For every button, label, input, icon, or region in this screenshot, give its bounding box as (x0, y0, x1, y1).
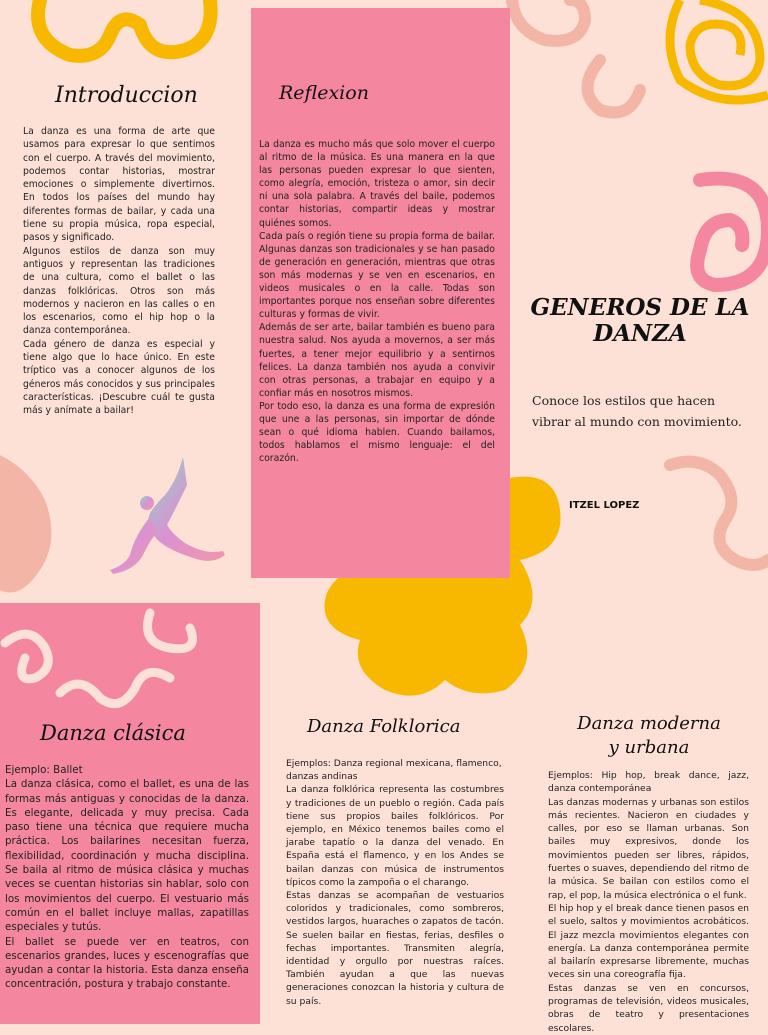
cover-title-line2: DANZA (593, 320, 687, 348)
intro-paragraph: La danza es una forma de arte que usamos para expresar lo que sentimos con el cuerpo. A través del movimiento, podemos contar historias, mostrar emociones o simplemente divertirnos. En todos los países del mundo hay diferentes formas de bailar, y cada una tiene su propia música, ropa especial, pasos y significado. (23, 126, 215, 244)
clasica-paragraph: La danza clásica, como el ballet, es una de las formas más antiguas y conocidas de la danza. Es elegante, delicada y muy precisa. Cada paso tiene una técnica que requiere mucha práctica. Los bailarines necesitan fuerza, flexibilidad, coordinación y mucha disciplina. Se baila al ritmo de música clásica y muchas veces se cuentan historias sin hablar, solo con los movimientos del cuerpo. El vestuario más común en el ballet incluye mallas, zapatillas especiales y tutús. (5, 778, 249, 934)
cover-title-line1: GENEROS DE LA (530, 294, 750, 321)
yellow-concentric-top-right (670, 0, 768, 100)
reflexion-panel (251, 8, 510, 578)
clasica-example: Ejemplo: Ballet (5, 764, 83, 776)
folklorica-title: Danza Folklorica (307, 716, 461, 737)
intro-text (23, 125, 215, 418)
reflexion-paragraph: Por todo eso, la danza es una forma de expresión que une a las personas, sin importar de dónde sean o qué idioma hablen. Cuando bailamos, todos hablamos el mismo lenguaje: el del corazón. (259, 400, 495, 465)
folklorica-paragraph: Estas danzas se acompañan de vestuarios coloridos y tradicionales, como sombreros, vestidos largos, huaraches o zapatos de tacón. Se suelen bailar en fiestas, ferias, desfiles o fechas importantes. Transmiten alegría, identidad y orgullo por nuestras raíces. También ayudan a que las nuevas generaciones conozcan la historia y cultura de su país. (286, 890, 504, 1007)
clasica-panel (0, 603, 260, 1024)
clasica-paragraph: El ballet se puede ver en teatros, con escenarios grandes, luces y escenografías que ayudan a contar la historia. Esta danza enseña concentración, postura y trabajo constante. (5, 935, 249, 991)
moderna-text (548, 769, 749, 1035)
dancer-illustration (105, 455, 235, 580)
clasica-title: Danza clásica (40, 721, 186, 745)
reflexion-title: Reflexion (279, 82, 369, 104)
cover-title (520, 295, 760, 348)
intro-paragraph: Algunos estilos de danza son muy antiguos y representan las tradiciones de una cultura, como el ballet o las danzas folklóricas. Otros son más modernos y nacieron en las calles o en los escenarios, como el hip hop o la danza contemporánea. (23, 245, 215, 337)
reflexion-text (259, 138, 495, 465)
intro-paragraph: Cada género de danza es especial y tiene algo que lo hace único. En este tríptico vas a conocer algunos de los géneros más conocidos y sus principales características. ¡Descubre cuál te gusta más y anímate a bailar! (23, 338, 215, 417)
moderna-paragraph: Las danzas modernas y urbanas son estilos más recientes. Nacieron en ciudades y calles, por eso se llaman urbanas. Son bailes muy expresivos, donde los movimientos pueden ser libres, rápidos, fuertes o suaves, dependiendo del ritmo de la música. Se bailan con estilos como el rap, el pop, la música electrónica o el funk. (548, 796, 749, 901)
intro-panel (0, 80, 250, 480)
cover-panel (520, 295, 760, 525)
yellow-squiggle-top-left (38, 0, 211, 56)
cover-author: ITZEL LOPEZ (569, 500, 640, 511)
pink-spiral-right (697, 179, 768, 285)
moderna-title-line2: y urbana (608, 737, 690, 758)
folklorica-example: Ejemplos: Danza regional mexicana, flamenco, danzas andinas (286, 758, 502, 783)
reflexion-paragraph: Además de ser arte, bailar también es bueno para nuestra salud. Nos ayuda a movernos, a ser más fuertes, a tener mejor equilibrio y a sentirnos felices. La danza también nos ayuda a convivir con otras personas, a trabajar en equipo y a confiar más en nosotros mismos. (259, 322, 495, 399)
moderna-example: Ejemplos: Hip hop, break dance, jazz, danza contemporánea (548, 770, 749, 795)
reflexion-paragraph: La danza es mucho más que solo mover el cuerpo al ritmo de la música. Es una manera en la que las personas pueden expresar lo que sienten, como alegría, emoción, tristeza o amor, sin decir ni una sola palabra. A través del baile, podemos contar historias, compartir ideas y mostrar quiénes somos. (259, 139, 495, 229)
folklorica-paragraph: La danza folklórica representa las costumbres y tradiciones de un pueblo o región. Cada país tiene sus propios bailes folklóricos. Por ejemplo, en México tenemos bailes como el jarabe tapatío o la danza del venado. En España está el flamenco, y en los Andes se bailan danzas con música de instrumentos típicos como la zampoña o el charango. (286, 784, 504, 888)
folklorica-text (286, 757, 504, 1008)
cover-subtitle: Conoce los estilos que hacen vibrar al mundo con movimiento. (532, 393, 742, 429)
reflexion-paragraph: Cada país o región tiene su propia forma de bailar. Algunas danzas son tradicionales y se han pasado de generación en generación, mientras que otras son más modernas y se ven en escenarios, en videos musicales o en la calle. Todas son importantes porque nos enseñan sobre diferentes culturas y formas de vivir. (259, 230, 495, 321)
moderna-paragraph: El hip hop y el break dance tienen pasos en el suelo, saltos y movimientos acrobáticos. El jazz mezcla movimientos elegantes con energía. La danza contemporánea permite al bailarín expresarse libremente, muchas veces sin una coreografía fija. (548, 902, 750, 981)
clasica-text (5, 763, 249, 992)
moderna-title-line1: Danza moderna (577, 713, 721, 734)
intro-title: Introduccion (55, 83, 198, 108)
folklorica-panel (280, 712, 510, 1024)
moderna-title (540, 712, 758, 760)
moderna-panel (540, 712, 768, 1034)
pink-curl-top (512, 0, 640, 113)
moderna-paragraph: Estas danzas se ven en concursos, programas de televisión, videos musicales, obras de teatro y presentaciones escolares. (548, 982, 749, 1034)
squiggle-decoration (0, 603, 260, 713)
